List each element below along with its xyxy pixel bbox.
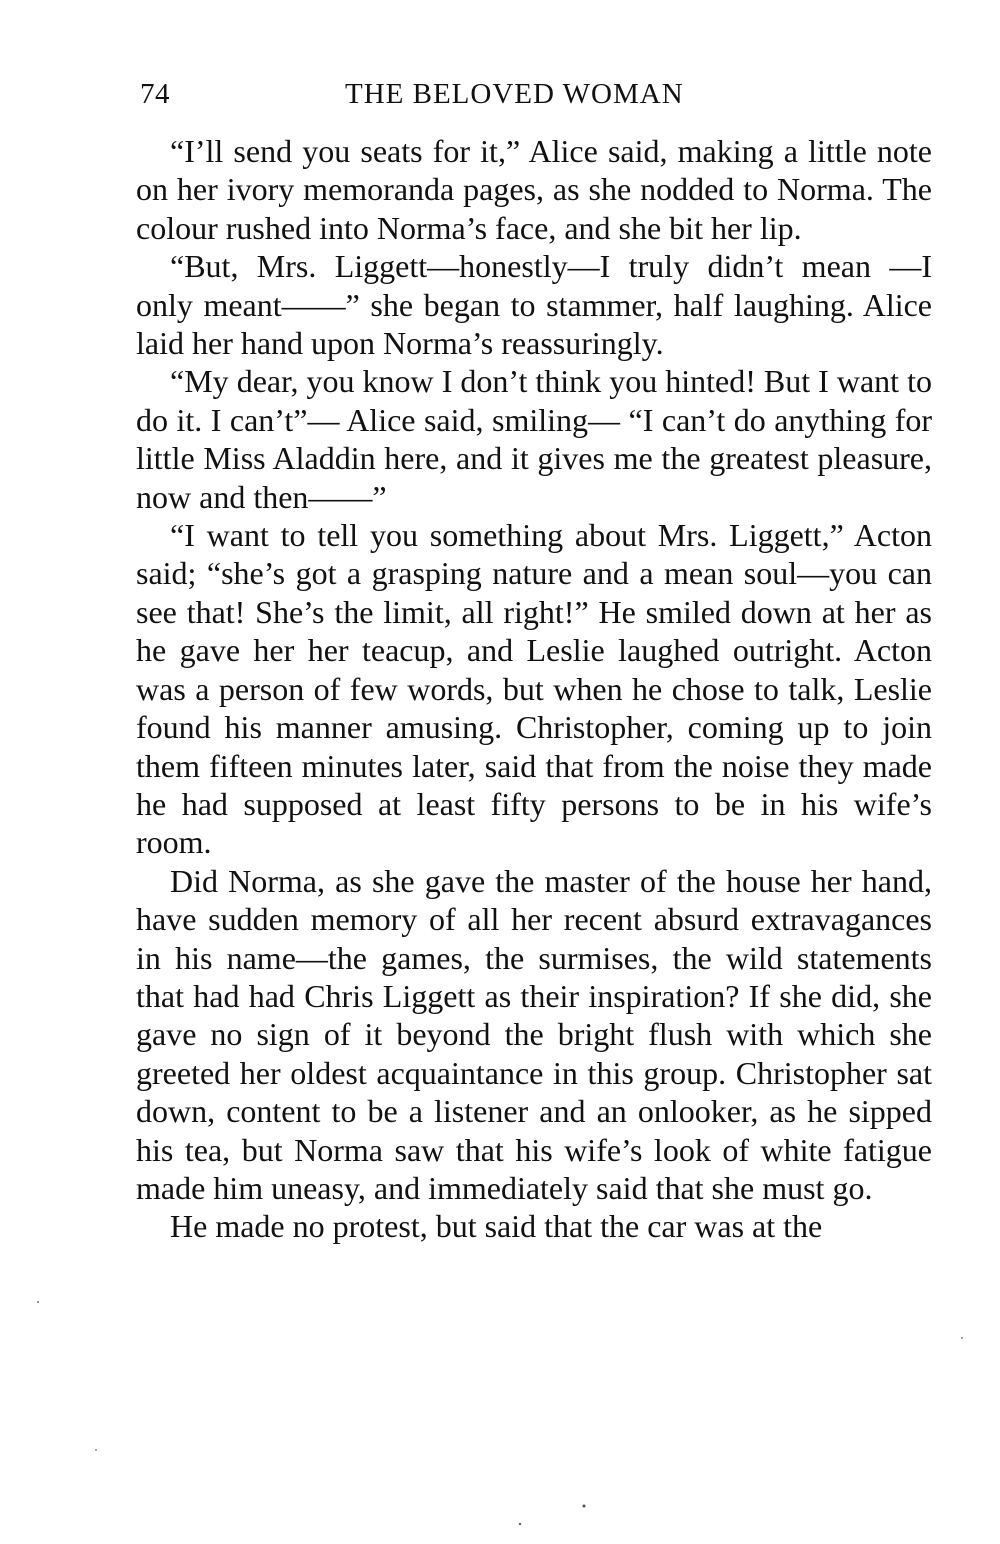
paragraph: “I want to tell you something about Mrs. Liggett,” Acton said; “she’s got a grasping nature and a mean soul—you can see that! She’s the limit, all right!” He smiled down at her as he gave her her teacup, and Leslie laughed outright. Acton was a person of few words, but when he chose to talk, Leslie found his manner amusing. Christopher, coming up to join them fifteen minutes later, said that from the noise they made he had supposed at least fifty persons to be in his wife’s room.	[136, 517, 932, 861]
paragraph: “I’ll send you seats for it,” Alice said, making a little note on her ivory memoranda pages, as she nodded to Norma. The colour rushed into Norma’s face, and she bit her lip.	[136, 133, 932, 246]
paragraph: He made no protest, but said that the car was at the	[170, 1208, 823, 1245]
paragraph: “My dear, you know I don’t think you hinted! But I want to do it. I can’t”— Alice said, smiling— “I can’t do anything for little Miss Aladdin here, and it gives me the greatest pleasure, now and then——”	[136, 363, 932, 515]
paragraph: Did Norma, as she gave the master of the house her hand, have sudden memory of all her recent absurd extravagances in his name—the games, the surmises, the wild statements that had had Chris Liggett as their inspiration? If she did, she gave no sign of it beyond the bright flush with which she greeted her oldest acquaintance in this group. Christopher sat down, content to be a listener and an onlooker, as he sipped his tea, but Norma saw that his wife’s look of white fatigue made him uneasy, and immediately said that she must go.	[136, 862, 932, 1206]
page-header	[140, 78, 936, 118]
page-number: 74	[140, 78, 170, 110]
body-text	[136, 132, 932, 1246]
paragraph: “But, Mrs. Liggett—honestly—I truly didn’t mean —I only meant——” she began to stammer, half laughing. Alice laid her hand upon Norma’s reassuringly.	[136, 248, 932, 362]
running-head: THE BELOVED WOMAN	[345, 78, 684, 110]
